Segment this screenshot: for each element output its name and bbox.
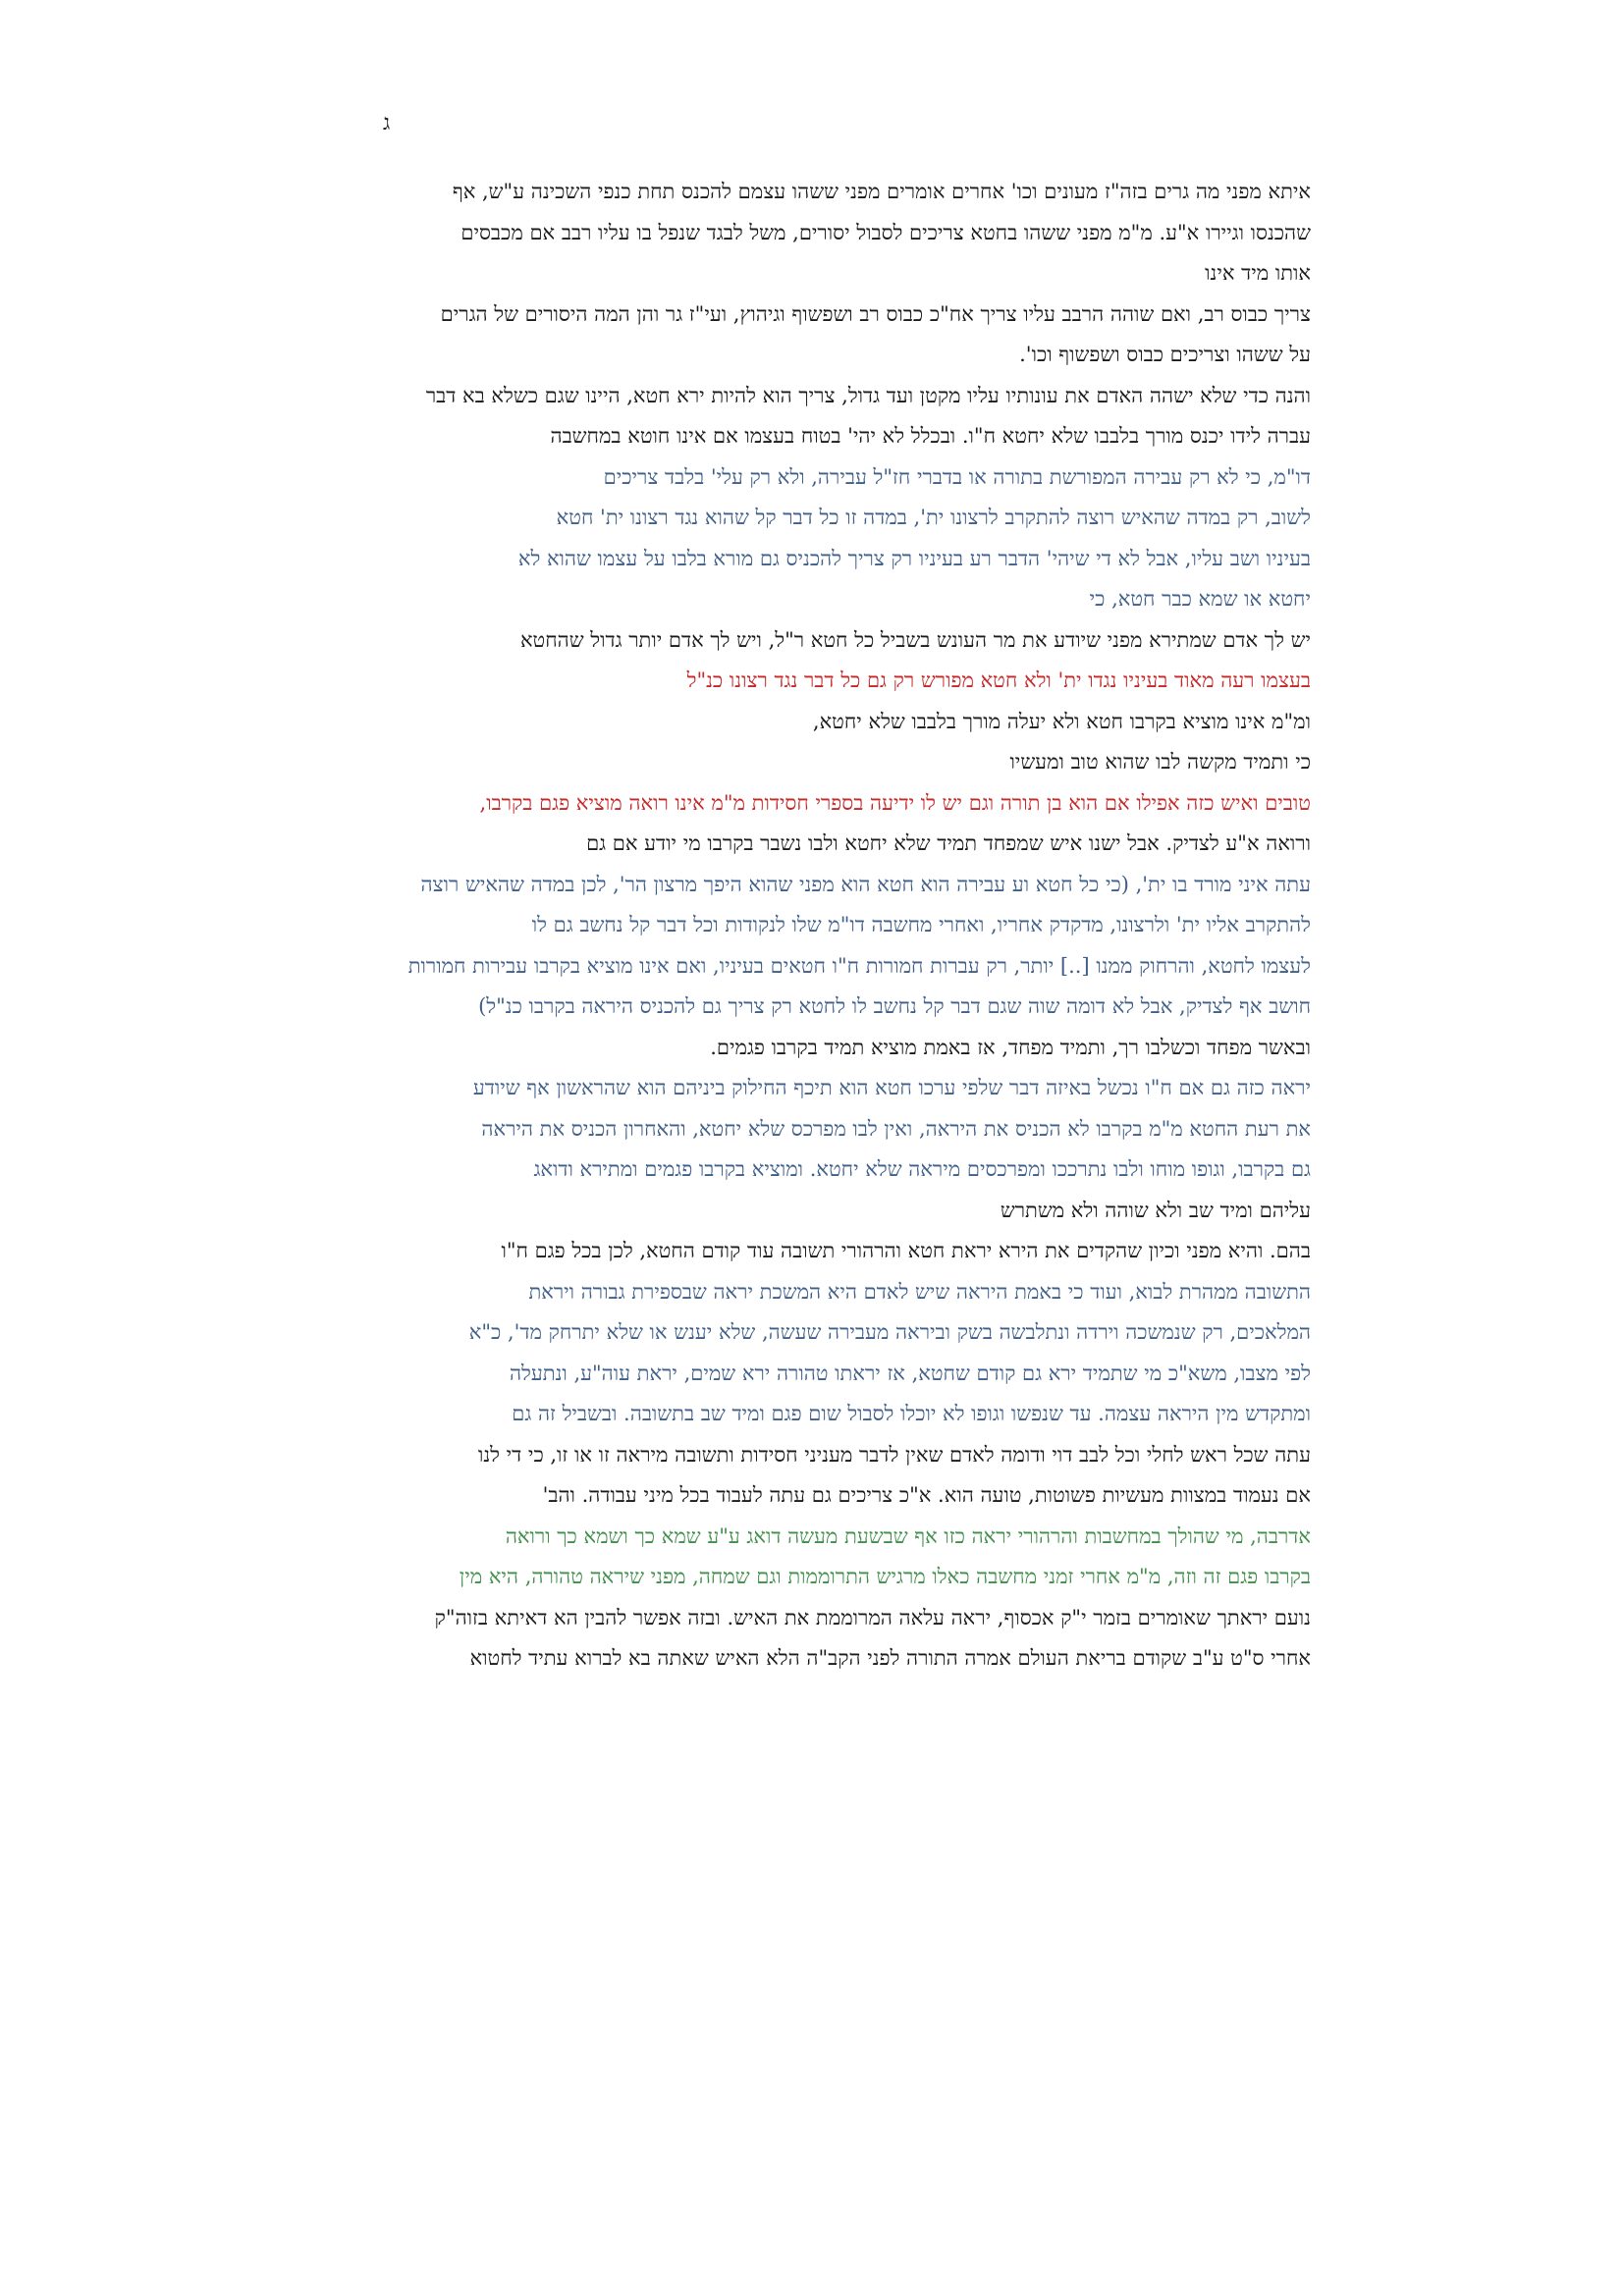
text-line: גם בקרבו, וגופו מוחו ולבו נתרככו ומפרכסים מיראה שלא יחטא. ומוציא בקרבו פגמים ומתירא ודואג <box>533 1157 1311 1181</box>
text-line: את רעת החטא מ"מ בקרבו לא הכניס את היראה, ואין לבו מפרכס שלא יחטא, והאחרון הכניס את היראה <box>481 1116 1311 1141</box>
text-line: בקרבו פגם זה וזה, מ"מ אחרי זמני מחשבה כאלו מרגיש התרוממות וגם שמחה, מפני שיראה טהורה, היא מין <box>459 1565 1311 1588</box>
text-line: אדרבה, מי שהולך במחשבות והרהורי יראה כזו אף שבשעת מעשה דואג ע"ע שמא כך ושמא כך ורואה <box>505 1523 1311 1548</box>
manuscript-body <box>353 172 1311 1680</box>
page-number: ג <box>383 111 391 135</box>
text-line: לפי מצבו, משא"כ מי שתמיד ירא גם קודם שחטא, אז יראתו טהורה ירא שמים, יראת עוה"ע, ונתעלה <box>509 1361 1311 1385</box>
text-line: להתקרב אליו ית' ולרצונו, מדקדק אחריו, ואחרי מחשבה דו"מ שלו לנקודות וכל דבר קל נחשב גם לו <box>531 913 1311 936</box>
text-line: יראה כזה גם אם ח"ו נכשל באיזה דבר שלפי ערכו חטא הוא תיכף החילוק ביניהם הוא שהראשון אף שיודע <box>472 1076 1311 1099</box>
text-line: עתה שכל ראש לחלי וכל לבב דוי ודומה לאדם שאין לדבר מעניני חסידות ותשובה מיראה זו או זו, כי די לנו <box>477 1442 1311 1467</box>
text-line: ומ"מ אינו מוציא בקרבו חטא ולא יעלה מורך בלבבו שלא יחטא, <box>812 709 1311 733</box>
text-line: בעיניו ושב עליו, אבל לא די שיהי' הדבר רע בעיניו רק צריך להכניס גם מורא בלבו על עצמו שהוא לא <box>517 546 1311 570</box>
text-line: דו"מ, כי לא רק עבירה המפורשת בתורה או בדברי חז"ל עבירה, ולא רק עלי' בלבד צריכים <box>603 464 1311 489</box>
text-line: ורואה א"ע לצדיק. אבל ישנו איש שמפחד תמיד שלא יחטא ולבו נשבר בקרבו מי יודע אם גם <box>586 831 1311 855</box>
text-line: ומתקדש מין היראה עצמה. עד שנפשו וגופו לא יוכלו לסבול שום פגם ומיד שב בתשובה. ובשביל זה גם <box>512 1402 1311 1425</box>
text-line: עליהם ומיד שב ולא שוהה ולא משתרש <box>1000 1198 1311 1222</box>
text-line: לעצמו לחטא, והרחוק ממנו [..] יותר, רק עברות חמורות ח"ו חטאים בעיניו, ואם אינו מוציא בקרבו עבירות חמורות <box>407 953 1311 978</box>
text-line: נועם יראתך שאומרים בזמר י"ק אכסוף, יראה עלאה המרוממת את האיש. ובזה אפשר להבין הא דאיתא בזוה"ק <box>434 1605 1311 1629</box>
text-line: אותו מיד אינו <box>1205 261 1311 285</box>
text-line: התשובה ממהרת לבוא, ועוד כי באמת היראה שיש לאדם היא המשכת יראה שבספירת גבורה ויראת <box>528 1279 1311 1304</box>
text-line: יחטא או שמא כבר חטא, כי <box>1089 587 1311 611</box>
text-line: בעצמו רעה מאוד בעיניו נגדו ית' ולא חטא מפורש רק גם כל דבר נגד רצונו כנ"ל <box>686 668 1311 692</box>
text-line: צריך כבוס רב, ואם שוהה הרבב עליו צריך אח"כ כבוס רב ושפשוף וגיהוץ, ועי"ז גר והן המה היסורים של הגרים <box>440 301 1311 326</box>
text-line: עברה לידו יכנס מורך בלבבו שלא יחטא ח"ו. ובכלל לא יהי' בטוח בעצמו אם אינו חוטא במחשבה <box>550 424 1311 448</box>
text-line: בהם. והיא מפני וכיון שהקדים את הירא יראת חטא והרהורי תשובה עוד קודם החטא, לכן בכל פגם ח"ו <box>501 1239 1311 1262</box>
text-line: המלאכים, רק שנמשכה וירדה ונתלבשה בשק וביראה מעבירה שעשה, שלא יענש או שלא יתרחק מד', כ"א <box>468 1320 1311 1344</box>
text-line: אם נעמוד במצוות מעשיות פשוטות, טועה הוא. א"כ צריכים גם עתה לעבוד בכל מיני עבודה. והב' <box>542 1483 1311 1507</box>
text-line: לשוב, רק במדה שהאיש רוצה להתקרב לרצונו ית', במדה זו כל דבר קל שהוא נגד רצונו ית' חטא <box>556 506 1311 529</box>
text-line: טובים ואיש כזה אפילו אם הוא בן תורה וגם יש לו ידיעה בספרי חסידות מ"מ אינו רואה מוציא פגם בקרבו, <box>479 790 1311 815</box>
text-line: כי ותמיד מקשה לבו שהוא טוב ומעשיו <box>1009 750 1311 774</box>
text-line: אחרי ס"ט ע"ב שקודם בריאת העולם אמרה התורה לפני הקב"ה הלא האיש שאתה בא לברוא עתיד לחטוא <box>469 1646 1311 1670</box>
text-line: עתה איני מורד בו ית', (כי כל חטא וע עבירה הוא חטא הוא מפני שהוא היפך מרצון הר', לכן במדה שהאיש רוצה <box>420 872 1311 896</box>
text-line: חושב אף לצדיק, אבל לא דומה שוה שגם דבר קל נחשב לו לחטא רק צריך גם להכניס היראה בקרבו כנ"ל) <box>478 994 1311 1018</box>
text-line: על ששהו וצריכים כבוס ושפשוף וכו'. <box>1019 343 1311 366</box>
text-line: יש לך אדם שמתירא מפני שיודע את מר העונש בשביל כל חטא ר"ל, ויש לך אדם יותר גדול שהחטא <box>519 627 1311 652</box>
text-line: והנה כדי שלא ישהה האדם את עונותיו עליו מקטן ועד גדול, צריך הוא להיות ירא חטא, היינו שגם כשלא בא דבר <box>425 383 1311 407</box>
text-line: איתא מפני מה גרים בזה"ז מעונים וכו' אחרים אומרים מפני ששהו עצמם להכנס תחת כנפי השכינה ע"ש, אף <box>452 180 1311 203</box>
text-line: ובאשר מפחד וכשלבו רך, ותמיד מפחד, אז באמת מוציא תמיד בקרבו פגמים. <box>710 1035 1311 1059</box>
text-line: שהכנסו וגיירו א"ע. מ"מ מפני ששהו בחטא צריכים לסבול יסורים, משל לבגד שנפל בו עליו רבב אם מכבסים <box>460 220 1311 244</box>
